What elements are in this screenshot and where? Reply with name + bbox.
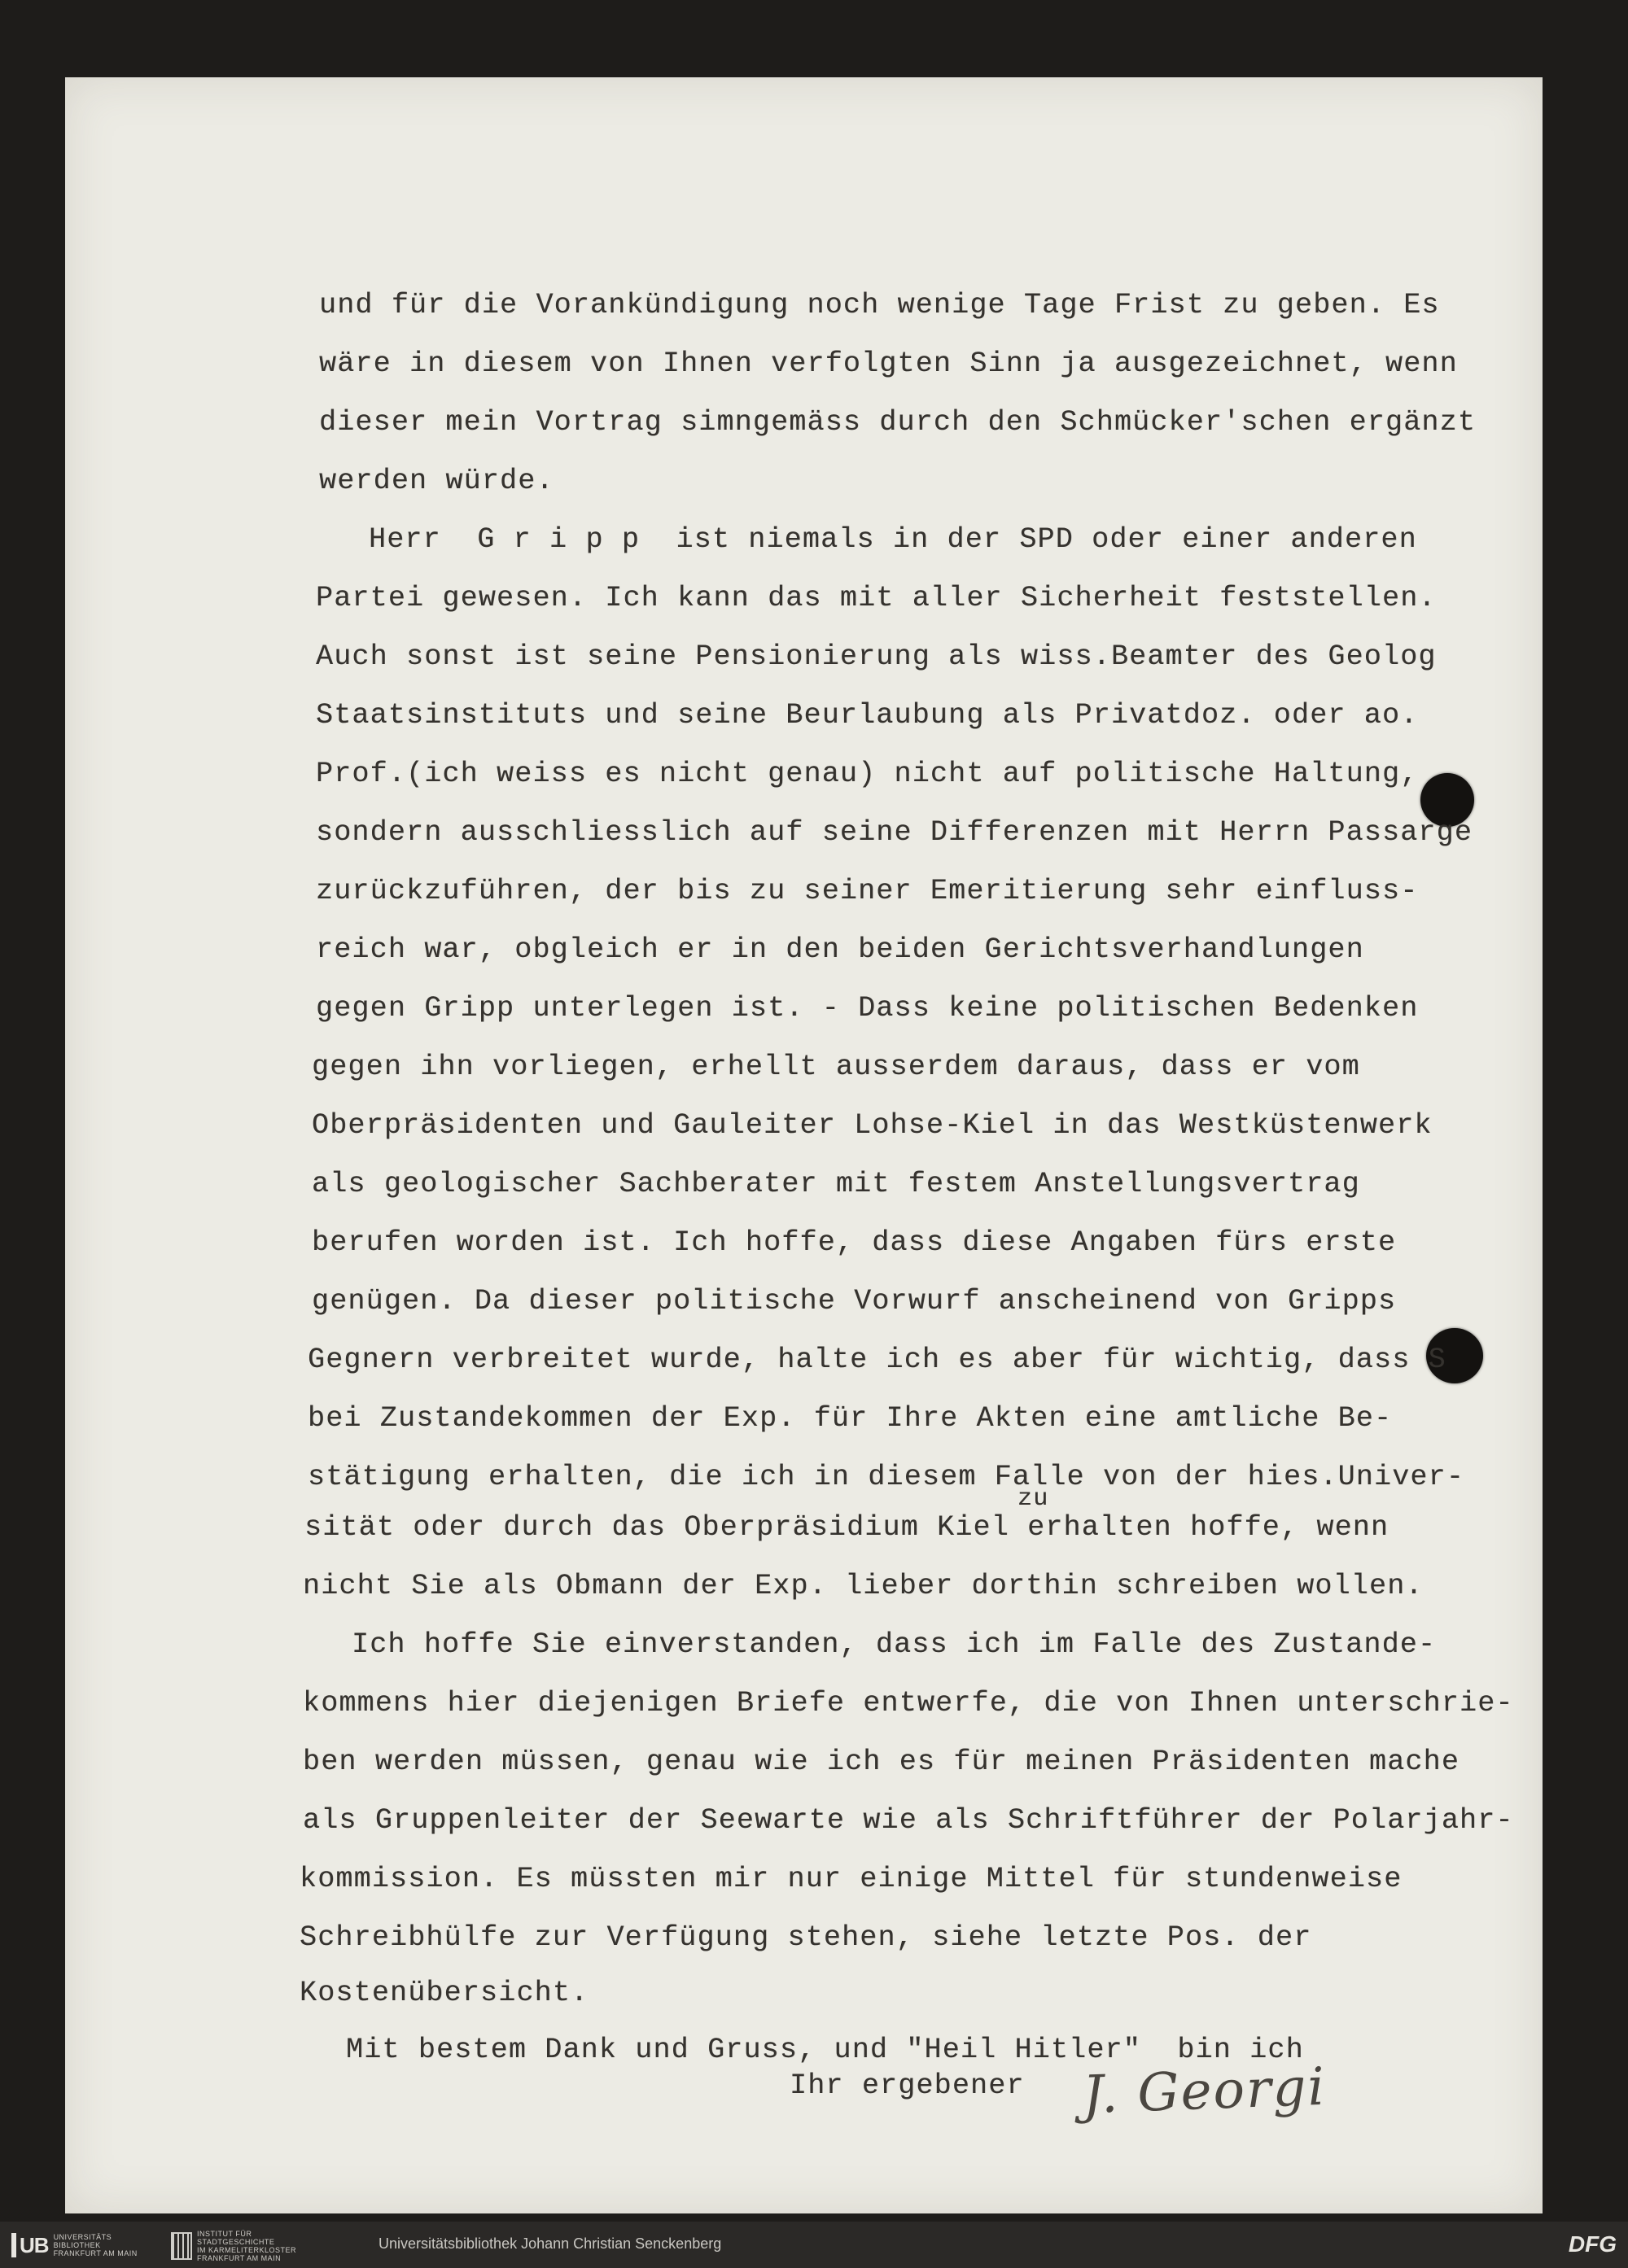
text-line: Ich hoffe Sie einverstanden, dass ich im Falle des Zustande- (352, 1628, 1437, 1661)
text-line: sondern ausschliesslich auf seine Differenzen mit Herrn Passarge (316, 816, 1473, 849)
institute-logo-line: FRANKFURT AM MAIN (197, 2254, 282, 2262)
text-line: werden würde. (319, 465, 554, 497)
text-line: gegen ihn vorliegen, erhellt ausserdem daraus, dass er vom (312, 1051, 1360, 1083)
text-line: Partei gewesen. Ich kann das mit aller Sicherheit feststellen. (316, 582, 1437, 614)
archive-footer-bar (0, 2222, 1628, 2268)
institute-logo-line: INSTITUT FÜR (197, 2230, 252, 2238)
text-line: reich war, obgleich er in den beiden Gerichtsverhandlungen (316, 933, 1364, 966)
valediction: Ihr ergebener (790, 2069, 1025, 2102)
institute-logo (171, 2230, 296, 2262)
ub-logo-text (54, 2233, 138, 2257)
institute-logo-text (197, 2230, 296, 2262)
library-credit: Universitätsbibliothek Johann Christian Senckenberg (379, 2235, 722, 2252)
text-line-insertion: zu (1017, 1485, 1049, 1513)
text-line: Staatsinstituts und seine Beurlaubung als Privatdoz. oder ao. (316, 699, 1419, 732)
text-line: Schreibhülfe zur Verfügung stehen, siehe letzte Pos. der (300, 1921, 1312, 1954)
ub-logo-line: UNIVERSITÄTS (53, 2233, 112, 2241)
handwritten-signature: J. Georgi (1081, 2056, 1328, 2126)
text-line: Kostenübersicht. (300, 1977, 589, 2009)
text-line: genügen. Da dieser politische Vorwurf anscheinend von Gripps (312, 1285, 1397, 1318)
text-line: Prof.(ich weiss es nicht genau) nicht auf politische Haltung, (316, 758, 1419, 790)
text-line: als Gruppenleiter der Seewarte wie als Schriftführer der Polarjahr- (303, 1804, 1514, 1837)
text-line: als geologischer Sachberater mit festem Anstellungsvertrag (312, 1168, 1360, 1200)
text-line: kommission. Es müssten mir nur einige Mittel für stundenweise (300, 1863, 1403, 1895)
text-line: ben werden müssen, genau wie ich es für meinen Präsidenten mache (303, 1746, 1460, 1778)
ub-logo-line: FRANKFURT AM MAIN (53, 2249, 138, 2257)
dfg-logo: DFG (1568, 2231, 1617, 2257)
text-line: Herr G r i p p ist niemals in der SPD oder einer anderen (369, 523, 1417, 556)
text-line: Auch sonst ist seine Pensionierung als wiss.Beamter des Geolog (316, 640, 1437, 673)
ub-library-logo (11, 2230, 138, 2261)
text-line: Gegnern verbreitet wurde, halte ich es aber für wichtig, dass S (308, 1344, 1446, 1376)
text-line: berufen worden ist. Ich hoffe, dass diese Angaben fürs erste (312, 1226, 1397, 1259)
ub-logo-line: BIBLIOTHEK (53, 2241, 101, 2249)
text-line: dieser mein Vortrag simngemäss durch den Schmücker'schen ergänzt (319, 406, 1477, 439)
text-line: stätigung erhalten, die ich in diesem Falle von der hies.Univer- (308, 1461, 1465, 1493)
ub-logo-mark: UB (11, 2233, 49, 2257)
text-line: Oberpräsidenten und Gauleiter Lohse-Kiel in das Westküstenwerk (312, 1109, 1433, 1142)
text-line: gegen Gripp unterlegen ist. - Dass keine politischen Bedenken (316, 992, 1419, 1025)
institute-emblem-icon (171, 2232, 192, 2260)
institute-logo-line: IM KARMELITERKLOSTER (197, 2246, 297, 2254)
text-line: bei Zustandekommen der Exp. für Ihre Akten eine amtliche Be- (308, 1402, 1393, 1435)
text-line: sität oder durch das Oberpräsidium Kiel erhalten hoffe, wenn (304, 1511, 1389, 1544)
text-line: und für die Vorankündigung noch wenige Tage Frist zu geben. Es (319, 289, 1440, 321)
text-line: zurückzuführen, der bis zu seiner Emeritierung sehr einfluss- (316, 875, 1419, 907)
text-line: kommens hier diejenigen Briefe entwerfe, die von Ihnen unterschrie- (303, 1687, 1514, 1720)
text-line: nicht Sie als Obmann der Exp. lieber dorthin schreiben wollen. (303, 1570, 1424, 1602)
closing-line: Mit bestem Dank und Gruss, und "Heil Hitler" bin ich (346, 2034, 1304, 2066)
text-line: wäre in diesem von Ihnen verfolgten Sinn ja ausgezeichnet, wenn (319, 347, 1458, 380)
institute-logo-line: STADTGESCHICHTE (197, 2238, 275, 2246)
